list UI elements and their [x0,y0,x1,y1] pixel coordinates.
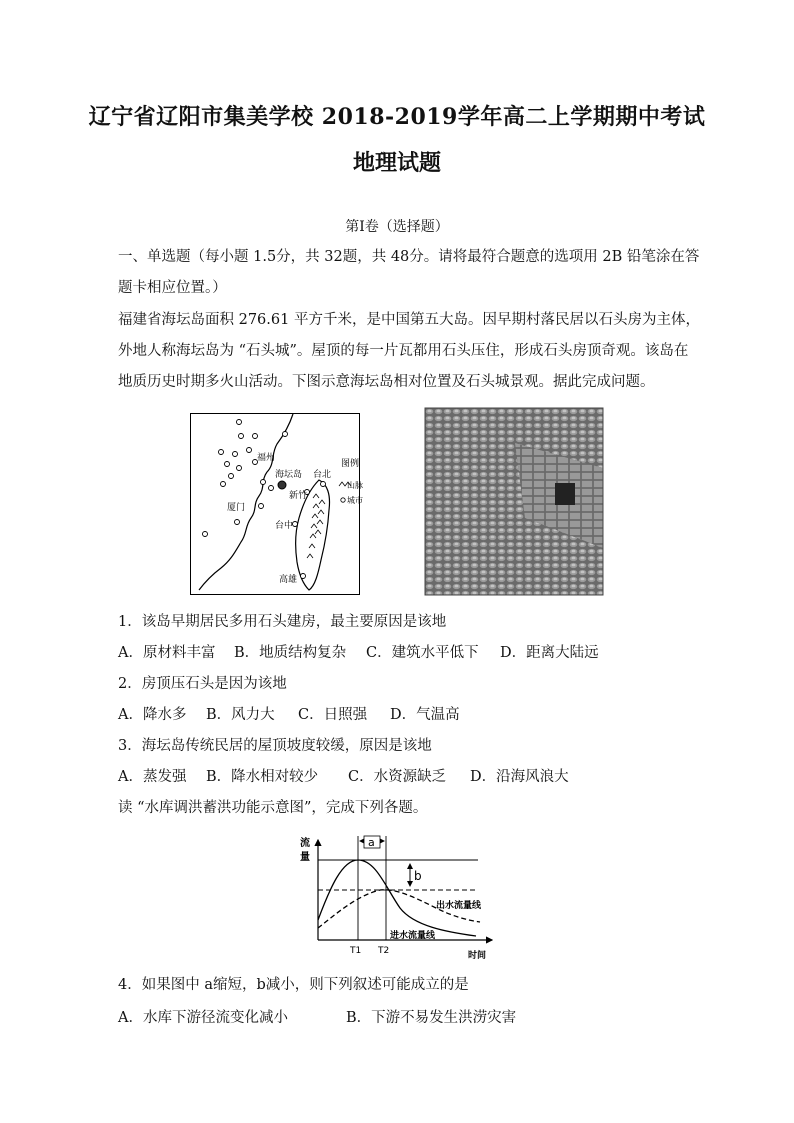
legend-city: 城市 [347,496,363,505]
passage2: 读 “水库调洪蓄洪功能示意图”，完成下列各题。 [118,800,428,816]
graph-xlabel: 时间 [468,951,487,961]
q4-option-b[interactable]: B．下游不易发生洪涝灾害 [346,1010,517,1026]
q3-option-d[interactable]: D．沿海风浪大 [470,769,569,785]
label-gaoxiong: 高雄 [279,575,298,585]
q3-stem: 3．海坛岛传统民居的屋顶坡度较缓，原因是该地 [118,738,432,754]
legend-title: 图例 [341,459,360,469]
passage1-line-2: 外地人称海坛岛为 “石头城”。屋顶的每一片瓦都用石头压住，形成石头房顶奇观。该岛在 [118,343,689,359]
instruction-line-2: 题卡相应位置。） [118,280,227,296]
q4-option-a[interactable]: A．水库下游径流变化减小 [118,1010,288,1026]
q1-option-c[interactable]: C．建筑水平低下 [366,645,479,661]
graph-ylabel-top: 流 [300,838,310,849]
q2-option-a[interactable]: A．降水多 [118,707,187,723]
passage1-line-1: 福建省海坛岛面积 276.61 平方千米，是中国第五大岛。因早期村落民居以石头房为主体， [118,312,700,328]
paper-title: 辽宁省辽阳市集美学校 2018-2019学年高二上学期期中考试 [88,104,706,130]
label-haitan: 海坛岛 [275,470,303,480]
instruction-line-1: 一、单选题（每小题 1.5分，共 32题，共 48分。请将最符合题意的选项用 2B 铅笔涂在答 [118,249,700,265]
location-map [190,413,363,595]
q4-options [118,1003,516,1034]
label-fuzhou: 福州 [257,453,276,463]
graph-ylabel-bottom: 量 [300,852,310,863]
graph-label-b: b [414,869,422,883]
q1-option-d[interactable]: D．距离大陆远 [500,645,599,661]
graph-inflow-label: 进水流量线 [390,931,436,941]
q2-option-b[interactable]: B．风力大 [206,707,275,723]
label-xinzhu: 新竹 [289,491,308,501]
q1-options [118,638,599,669]
q1-stem: 1．该岛早期居民多用石头建房，最主要原因是该地 [118,614,447,630]
q3-option-b[interactable]: B．降水相对较少 [206,769,319,785]
q1-option-b[interactable]: B．地质结构复杂 [234,645,347,661]
q2-option-d[interactable]: D．气温高 [390,707,460,723]
label-xiamen: 厦门 [227,503,246,513]
graph-t1: T1 [350,946,362,956]
graph-label-a: a [368,836,375,849]
label-taizhong: 台中 [275,521,294,531]
section-title: 第Ⅰ卷（选择题） [345,219,449,235]
graph-t2: T2 [378,946,390,956]
reservoir-flow-graph [296,828,496,963]
q2-stem: 2．房顶压石头是因为该地 [118,676,287,692]
graph-outflow-label: 出水流量线 [436,901,482,911]
paper-subtitle: 地理试题 [352,150,441,176]
q4-stem: 4．如果图中 a缩短，b减小，则下列叙述可能成立的是 [118,977,469,993]
passage1-line-3: 地质历史时期多火山活动。下图示意海坛岛相对位置及石头城景观。据此完成问题。 [118,374,655,390]
stone-house-photo [425,408,603,595]
q3-option-a[interactable]: A．蒸发强 [118,769,187,785]
q1-option-a[interactable]: A．原材料丰富 [118,645,216,661]
q2-option-c[interactable]: C．日照强 [298,707,368,723]
label-taibei: 台北 [313,470,332,480]
q3-options [118,762,569,793]
q2-options [118,700,460,731]
q3-option-c[interactable]: C．水资源缺乏 [348,769,447,785]
legend-mountain: 山脉 [347,481,363,490]
